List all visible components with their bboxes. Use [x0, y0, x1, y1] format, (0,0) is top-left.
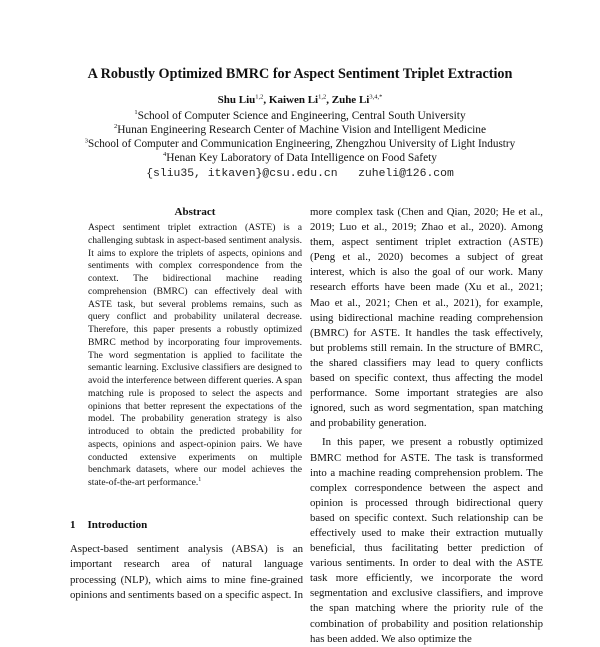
- body-paragraph: In this paper, we present a robustly optimized BMRC method for ASTE. The task is transformed into a machine reading comprehension problem. The complex correspondence between the aspect and opinion is processed through bidirectional query based on specific context. Such relationship can be effectively used to make their extraction mutually beneficial, thus facilitating better prediction of various sentiments. In order to deal with the ASTE task more efficiently, we incorporate the word segmentation and exclusive classifiers, and improve the span matching where the priority rule of the combination of probability and position relationship has been added. We also optimize the: [310, 436, 543, 645]
- affiliation-text: School of Computer and Communication Engineering, Zhengzhou University of Light Industry: [88, 138, 516, 150]
- section-number: 1: [70, 519, 76, 531]
- author-affiliation-mark: 3,4,*: [369, 93, 383, 101]
- abstract-text: Aspect sentiment triplet extraction (ASTE) is a challenging subtask in aspect-based sentiment analysis. It aims to explore the triplets of aspects, opinions and sentiments with complex correspondence from the context. The bidirectional machine reading comprehension (BMRC) can effectively deal with ASTE task, but several problems remains, such as query conflict and probability unilateral decrease. Therefore, this paper presents a robustly optimized BMRC method by incorporating four improvements. The word segmentation is applied to facilitate the semantic learning. Exclusive classifiers are designed to avoid the interference between different queries. A span matching rule is proposed to select the aspects and opinions that better represent the expectations of the model. The probability generation strategy is also introduced to obtain the predicted probability for aspects, opinions and aspect-opinion pairs. We have conducted extensive experiments on multiple benchmark datasets, where our model achieves the state-of-the-art performance.: [88, 222, 302, 488]
- affiliation-text: Hunan Engineering Research Center of Machine Vision and Intelligent Medicine: [117, 124, 487, 136]
- footnote-mark: 1: [198, 476, 202, 483]
- affiliation-text: School of Computer Science and Engineering, Central South University: [137, 110, 466, 122]
- affiliation-line: [0, 152, 600, 164]
- author-emails: {sliu35, itkaven}@csu.edu.cn zuheli@126.com: [146, 168, 454, 180]
- affiliation-line: [0, 124, 600, 136]
- author-name: Kaiwen Li: [268, 94, 319, 106]
- author-affiliation-mark: 1,2: [255, 93, 264, 101]
- author-affiliation-mark: 1,2: [318, 93, 327, 101]
- section-title: Introduction: [87, 519, 148, 531]
- introduction-paragraph: Aspect-based sentiment analysis (ABSA) is an important research area of natural language processing (NLP), which aims to mine fine-grained opinions and sentiments based on a specific aspect. In: [70, 543, 303, 601]
- affiliation-mark: 3: [84, 137, 88, 145]
- section-heading: [70, 519, 159, 531]
- affiliation-line: [0, 110, 600, 122]
- abstract-body: [88, 222, 302, 490]
- affiliation-mark: 2: [113, 123, 118, 131]
- affiliation-text: Henan Key Laboratory of Data Intelligence on Food Safety: [166, 152, 437, 164]
- affiliation-mark: 1: [134, 109, 138, 117]
- author-list: Shu Liu$^{1,2}$, Kaiwen Li$^{1,2}$, Zuhe $Li^{3,4,*}$: [217, 93, 383, 106]
- body-paragraph: more complex task (Chen and Qian, 2020; He et al., 2019; Luo et al., 2019; Zhao et al., 2020). Among them, aspect sentiment triplet extraction (ASTE) (Peng et al., 2020) becomes a subject of great interest, which is also the goal of our work. Many research efforts have been made (Xu et al., 2021; Mao et al., 2021; Chen et al., 2021), for example, using bidirectional machine reading comprehension (BMRC) for ASTE. It handles the task effectively, but problems still remain. In the structure of BMRC, the shared classifiers may lead to query conflicts based on specific context, thus affecting the model performance. Some important strategies are also ignored, such as word segmentation, span matching and probability generation.: [310, 206, 543, 430]
- abstract-heading: Abstract: [174, 206, 216, 218]
- right-column: [310, 205, 543, 647]
- author-name: Zuhe Li: [331, 94, 370, 106]
- affiliation-mark: 4: [163, 151, 167, 159]
- affiliation-line: [0, 138, 600, 150]
- paper-title: A Robustly Optimized BMRC for Aspect Sentiment Triplet Extraction: [87, 66, 513, 82]
- author-name: Shu Liu: [217, 94, 256, 106]
